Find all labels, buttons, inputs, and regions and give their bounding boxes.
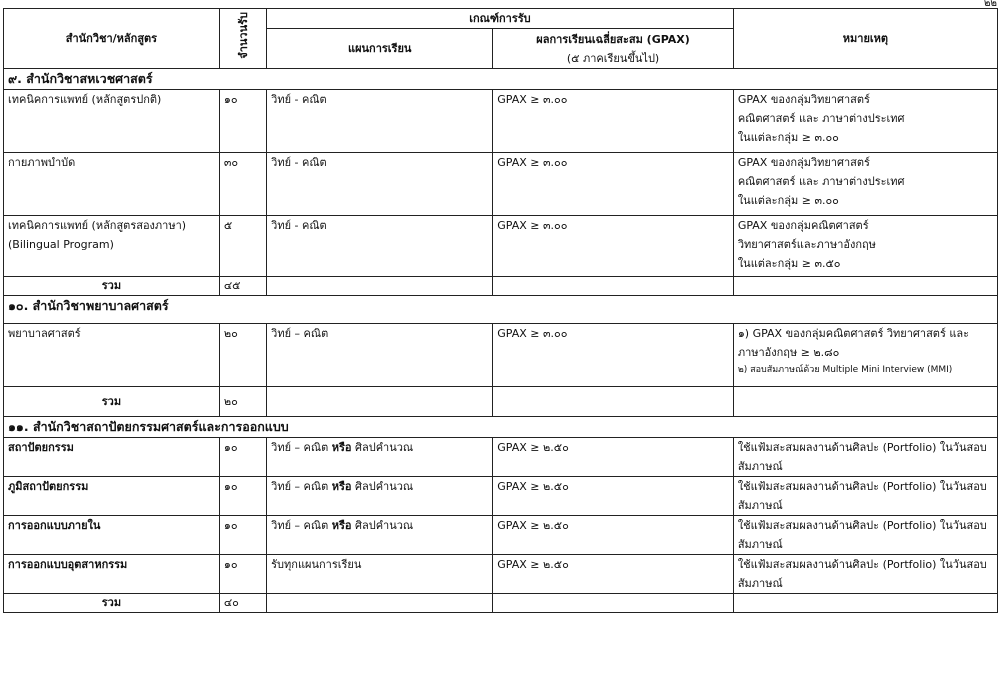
- total-label: รวม: [4, 387, 220, 417]
- remark-line: ใช้แฟ้มสะสมผลงานด้านศิลปะ (Portfolio) ในวันสอบ: [737, 480, 987, 493]
- quota-cell: ๑๐: [219, 555, 266, 594]
- program-name: การออกแบบอุตสาหกรรม: [8, 558, 128, 571]
- total-value: ๒๐: [219, 387, 266, 417]
- remark-cell: [733, 516, 997, 555]
- table-row: [4, 216, 998, 277]
- plan-or: หรือ: [331, 441, 352, 454]
- plan-cell: [267, 90, 493, 153]
- plan-cell: [267, 153, 493, 216]
- total-row: [4, 277, 998, 296]
- plan-text: รับทุกแผนการเรียน: [271, 558, 362, 571]
- remark-line: ๑) GPAX ของกลุ่มคณิตศาสตร์ วิทยาศาสตร์ และ: [737, 327, 970, 340]
- gpax-cell: GPAX ≥ ๒.๕๐: [493, 555, 734, 594]
- program-cell: [4, 477, 220, 516]
- remark-line: คณิตศาสตร์ และ ภาษาต่างประเทศ: [737, 112, 905, 125]
- remark-cell: [733, 216, 997, 277]
- header-criteria: เกณฑ์การรับ: [267, 9, 734, 29]
- total-row: [4, 594, 998, 613]
- gpax-cell: GPAX ≥ ๒.๕๐: [493, 438, 734, 477]
- plan-text: วิทย์ - คณิต: [271, 93, 327, 106]
- remark-cell: [733, 324, 997, 387]
- remark-line: ในแต่ละกลุ่ม ≥ ๓.๐๐: [737, 131, 839, 144]
- header-gpax-sub: (๕ ภาคเรียนขึ้นไป): [566, 51, 660, 65]
- program-name: ภูมิสถาปัตยกรรม: [8, 480, 89, 493]
- header-quota: [219, 9, 266, 69]
- program-name: เทคนิคการแพทย์ (หลักสูตรปกติ): [8, 93, 162, 106]
- quota-cell: ๑๐: [219, 477, 266, 516]
- remark-line: ในแต่ละกลุ่ม ≥ ๓.๕๐: [737, 257, 841, 270]
- quota-cell: ๕: [219, 216, 266, 277]
- plan-text: วิทย์ - คณิต: [271, 156, 327, 169]
- total-value: ๔๐: [219, 594, 266, 613]
- plan-cell: [267, 438, 493, 477]
- table-row: [4, 477, 998, 516]
- program-cell: [4, 90, 220, 153]
- empty-cell: [733, 277, 997, 296]
- table-row: [4, 516, 998, 555]
- remark-cell: [733, 153, 997, 216]
- table-row: [4, 153, 998, 216]
- program-name: กายภาพบำบัด: [8, 156, 76, 169]
- remark-line: ภาษาอังกฤษ ≥ ๒.๘๐: [737, 346, 840, 359]
- table-row: [4, 438, 998, 477]
- program-name: พยาบาลศาสตร์: [8, 327, 81, 340]
- plan-cell: [267, 477, 493, 516]
- program-cell: [4, 555, 220, 594]
- gpax-cell: GPAX ≥ ๓.๐๐: [493, 324, 734, 387]
- remark-line: สัมภาษณ์: [737, 499, 783, 512]
- remark-line: ใช้แฟ้มสะสมผลงานด้านศิลปะ (Portfolio) ในวันสอบ: [737, 558, 987, 571]
- admission-table: [3, 8, 998, 613]
- remark-line: ใช้แฟ้มสะสมผลงานด้านศิลปะ (Portfolio) ในวันสอบ: [737, 519, 987, 532]
- remark-line: วิทยาศาสตร์และภาษาอังกฤษ: [737, 238, 876, 251]
- header-faculty: สำนักวิชา/หลักสูตร: [4, 9, 220, 69]
- program-name: เทคนิคการแพทย์ (หลักสูตรสองภาษา): [8, 219, 187, 232]
- header-remark: หมายเหตุ: [733, 9, 997, 69]
- plan-cell: [267, 516, 493, 555]
- total-label: รวม: [4, 277, 220, 296]
- header-quota-label: จำนวนรับ: [236, 12, 250, 59]
- remark-line: สัมภาษณ์: [737, 538, 783, 551]
- plan-cell: [267, 324, 493, 387]
- program-cell: [4, 438, 220, 477]
- plan-or: หรือ: [331, 519, 352, 532]
- header-plan: แผนการเรียน: [267, 29, 493, 69]
- remark-cell: [733, 555, 997, 594]
- remark-line: ใช้แฟ้มสะสมผลงานด้านศิลปะ (Portfolio) ในวันสอบ: [737, 441, 987, 454]
- plan-text: วิทย์ - คณิต: [271, 219, 327, 232]
- quota-cell: ๑๐: [219, 438, 266, 477]
- plan-text: วิทย์ – คณิต: [271, 480, 329, 493]
- empty-cell: [493, 594, 734, 613]
- empty-cell: [733, 594, 997, 613]
- program-name-en: (Bilingual Program): [8, 238, 114, 251]
- plan-cell: [267, 555, 493, 594]
- program-cell: [4, 516, 220, 555]
- remark-line: คณิตศาสตร์ และ ภาษาต่างประเทศ: [737, 175, 905, 188]
- header-gpax: [493, 29, 734, 69]
- empty-cell: [267, 594, 493, 613]
- empty-cell: [493, 277, 734, 296]
- remark-line: สัมภาษณ์: [737, 460, 783, 473]
- quota-cell: ๑๐: [219, 516, 266, 555]
- gpax-cell: GPAX ≥ ๒.๕๐: [493, 477, 734, 516]
- gpax-cell: GPAX ≥ ๒.๕๐: [493, 516, 734, 555]
- table-row: [4, 324, 998, 387]
- quota-cell: ๓๐: [219, 153, 266, 216]
- gpax-cell: GPAX ≥ ๓.๐๐: [493, 90, 734, 153]
- section-row: [4, 417, 998, 438]
- program-cell: [4, 153, 220, 216]
- quota-cell: ๑๐: [219, 90, 266, 153]
- plan-cell: [267, 216, 493, 277]
- remark-cell: [733, 90, 997, 153]
- page-number: ๒๒: [983, 0, 997, 9]
- quota-cell: ๒๐: [219, 324, 266, 387]
- empty-cell: [267, 387, 493, 417]
- section-title: ๑๑. สำนักวิชาสถาปัตยกรรมศาสตร์และการออกแบบ: [4, 417, 998, 438]
- table-row: [4, 555, 998, 594]
- section-title: ๑๐. สำนักวิชาพยาบาลศาสตร์: [4, 296, 998, 324]
- program-name: สถาปัตยกรรม: [8, 441, 74, 454]
- remark-line: สัมภาษณ์: [737, 577, 783, 590]
- section-title: ๙. สำนักวิชาสหเวชศาสตร์: [4, 69, 998, 90]
- remark-line: ในแต่ละกลุ่ม ≥ ๓.๐๐: [737, 194, 839, 207]
- remark-line: ๒) สอบสัมภาษณ์ด้วย Multiple Mini Interview (MMI): [737, 365, 953, 375]
- header-gpax-label: ผลการเรียนเฉลี่ยสะสม (GPAX): [536, 32, 690, 46]
- remark-line: GPAX ของกลุ่มวิทยาศาสตร์: [737, 93, 870, 106]
- program-cell: [4, 324, 220, 387]
- total-row: [4, 387, 998, 417]
- gpax-cell: GPAX ≥ ๓.๐๐: [493, 216, 734, 277]
- remark-cell: [733, 438, 997, 477]
- total-label: รวม: [4, 594, 220, 613]
- empty-cell: [493, 387, 734, 417]
- table-row: [4, 90, 998, 153]
- plan-text: วิทย์ – คณิต: [271, 327, 329, 340]
- section-row: [4, 296, 998, 324]
- remark-line: GPAX ของกลุ่มวิทยาศาสตร์: [737, 156, 870, 169]
- plan-text: วิทย์ – คณิต: [271, 441, 329, 454]
- empty-cell: [733, 387, 997, 417]
- plan-text: วิทย์ – คณิต: [271, 519, 329, 532]
- remark-line: GPAX ของกลุ่มคณิตศาสตร์: [737, 219, 869, 232]
- plan-alt: ศิลปคำนวณ: [354, 441, 414, 454]
- plan-alt: ศิลปคำนวณ: [354, 480, 414, 493]
- plan-alt: ศิลปคำนวณ: [354, 519, 414, 532]
- program-name: การออกแบบภายใน: [8, 519, 101, 532]
- remark-cell: [733, 477, 997, 516]
- program-cell: [4, 216, 220, 277]
- section-row: [4, 69, 998, 90]
- total-value: ๔๕: [219, 277, 266, 296]
- empty-cell: [267, 277, 493, 296]
- plan-or: หรือ: [331, 480, 352, 493]
- gpax-cell: GPAX ≥ ๓.๐๐: [493, 153, 734, 216]
